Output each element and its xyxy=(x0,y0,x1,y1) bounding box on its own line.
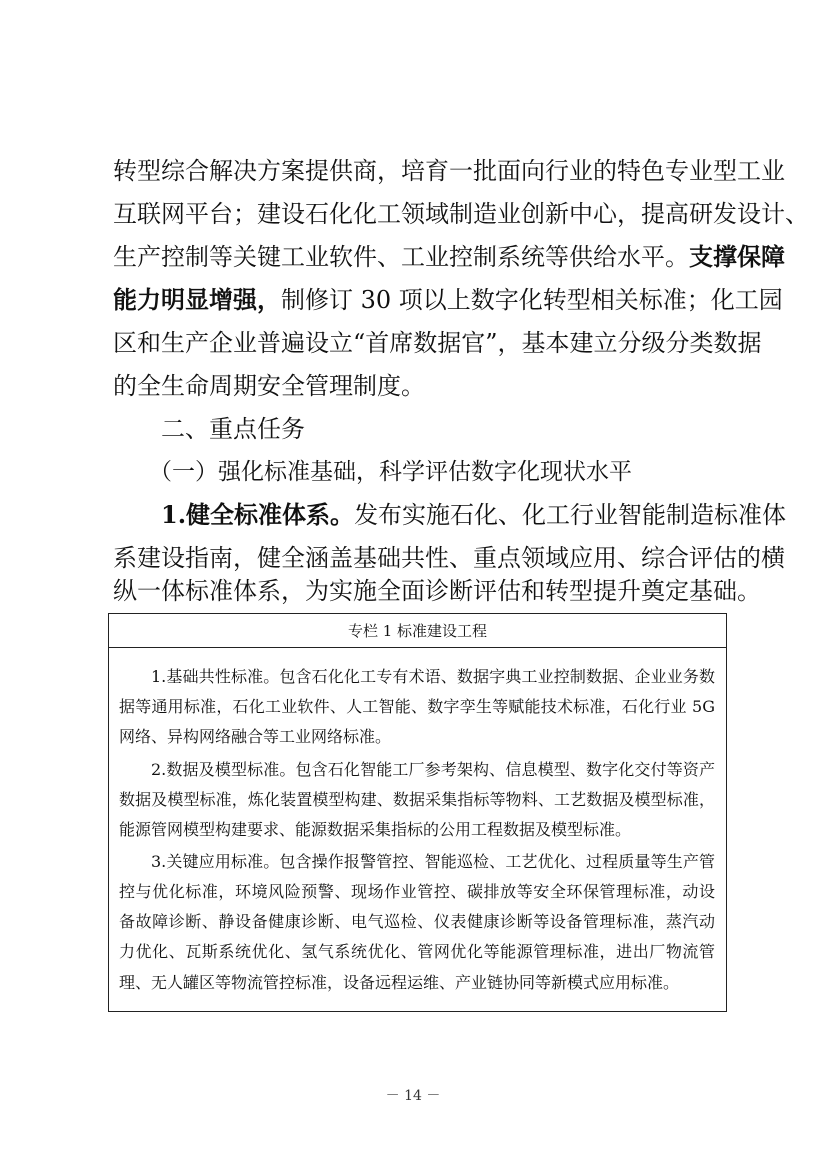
box-line: 3.关键应用标准。包含操作报警管控、智能巡检、工艺优化、过程质量等生产管 xyxy=(151,852,715,871)
box-line: 能源管网模型构建要求、能源数据采集指标的公用工程数据及模型标准。 xyxy=(119,820,632,839)
paragraph-line: 的全生命周期安全管理制度。 xyxy=(113,372,425,400)
item-bold-title: 1.健全标准体系。 xyxy=(161,500,355,529)
item-text: 发布实施石化、化工行业智能制造标准体 xyxy=(354,501,787,529)
paragraph-text: 制修订 30 项以上数字化转型相关标准；化工园 xyxy=(281,286,783,314)
item-line xyxy=(161,495,787,535)
box-title: 专栏 1 标准建设工程 xyxy=(109,614,726,648)
item-line: 纵一体标准体系，为实施全面诊断评估和转型提升奠定基础。 xyxy=(113,577,761,605)
section-heading: 二、重点任务 xyxy=(161,415,305,443)
paragraph-line xyxy=(113,237,785,277)
paragraph-bold-text: 支撑保障 xyxy=(689,242,785,271)
box-line: 理、无人罐区等物流管控标准，设备远程运维、产业链协同等新模式应用标准。 xyxy=(119,973,680,992)
box-line: 据等通用标准，石化工业软件、人工智能、数字孪生等赋能技术标准，石化行业 5G xyxy=(119,697,715,716)
item-line: 系建设指南，健全涵盖基础共性、重点领域应用、综合评估的横 xyxy=(113,544,785,572)
box-line: 备故障诊断、静设备健康诊断、电气巡检、仪表健康诊断等设备管理标准，蒸汽动 xyxy=(119,912,715,931)
box-line: 网络、异构网络融合等工业网络标准。 xyxy=(119,727,392,746)
paragraph-bold-text: 能力明显增强， xyxy=(113,285,281,314)
page-number: － 14 － xyxy=(385,1088,441,1104)
paragraph-text: 生产控制等关键工业软件、工业控制系统等供给水平。 xyxy=(113,243,689,271)
box-line: 控与优化标准，环境风险预警、现场作业管控、碳排放等安全环保管理标准，动设 xyxy=(119,882,715,901)
paragraph-line xyxy=(113,280,783,320)
paragraph-line: 转型综合解决方案提供商，培育一批面向行业的特色专业型工业 xyxy=(113,157,785,185)
subsection-heading: （一）强化标准基础，科学评估数字化现状水平 xyxy=(149,459,632,485)
box-line: 力优化、瓦斯系统优化、氢气系统优化、管网优化等能源管理标准，进出厂物流管 xyxy=(119,942,715,961)
box-line: 2.数据及模型标准。包含石化智能工厂参考架构、信息模型、数字化交付等资产 xyxy=(151,760,715,779)
paragraph-line: 区和生产企业普遍设立“首席数据官”，基本建立分级分类数据 xyxy=(113,329,762,357)
box-line: 1.基础共性标准。包含石化化工专有术语、数据字典工业控制数据、企业业务数 xyxy=(151,667,715,686)
box-line: 数据及模型标准，炼化装置模型构建、数据采集指标等物料、工艺数据及模型标准， xyxy=(119,790,715,809)
standards-box xyxy=(108,613,727,1012)
paragraph-line: 互联网平台；建设石化化工领域制造业创新中心，提高研发设计、 xyxy=(113,200,809,228)
